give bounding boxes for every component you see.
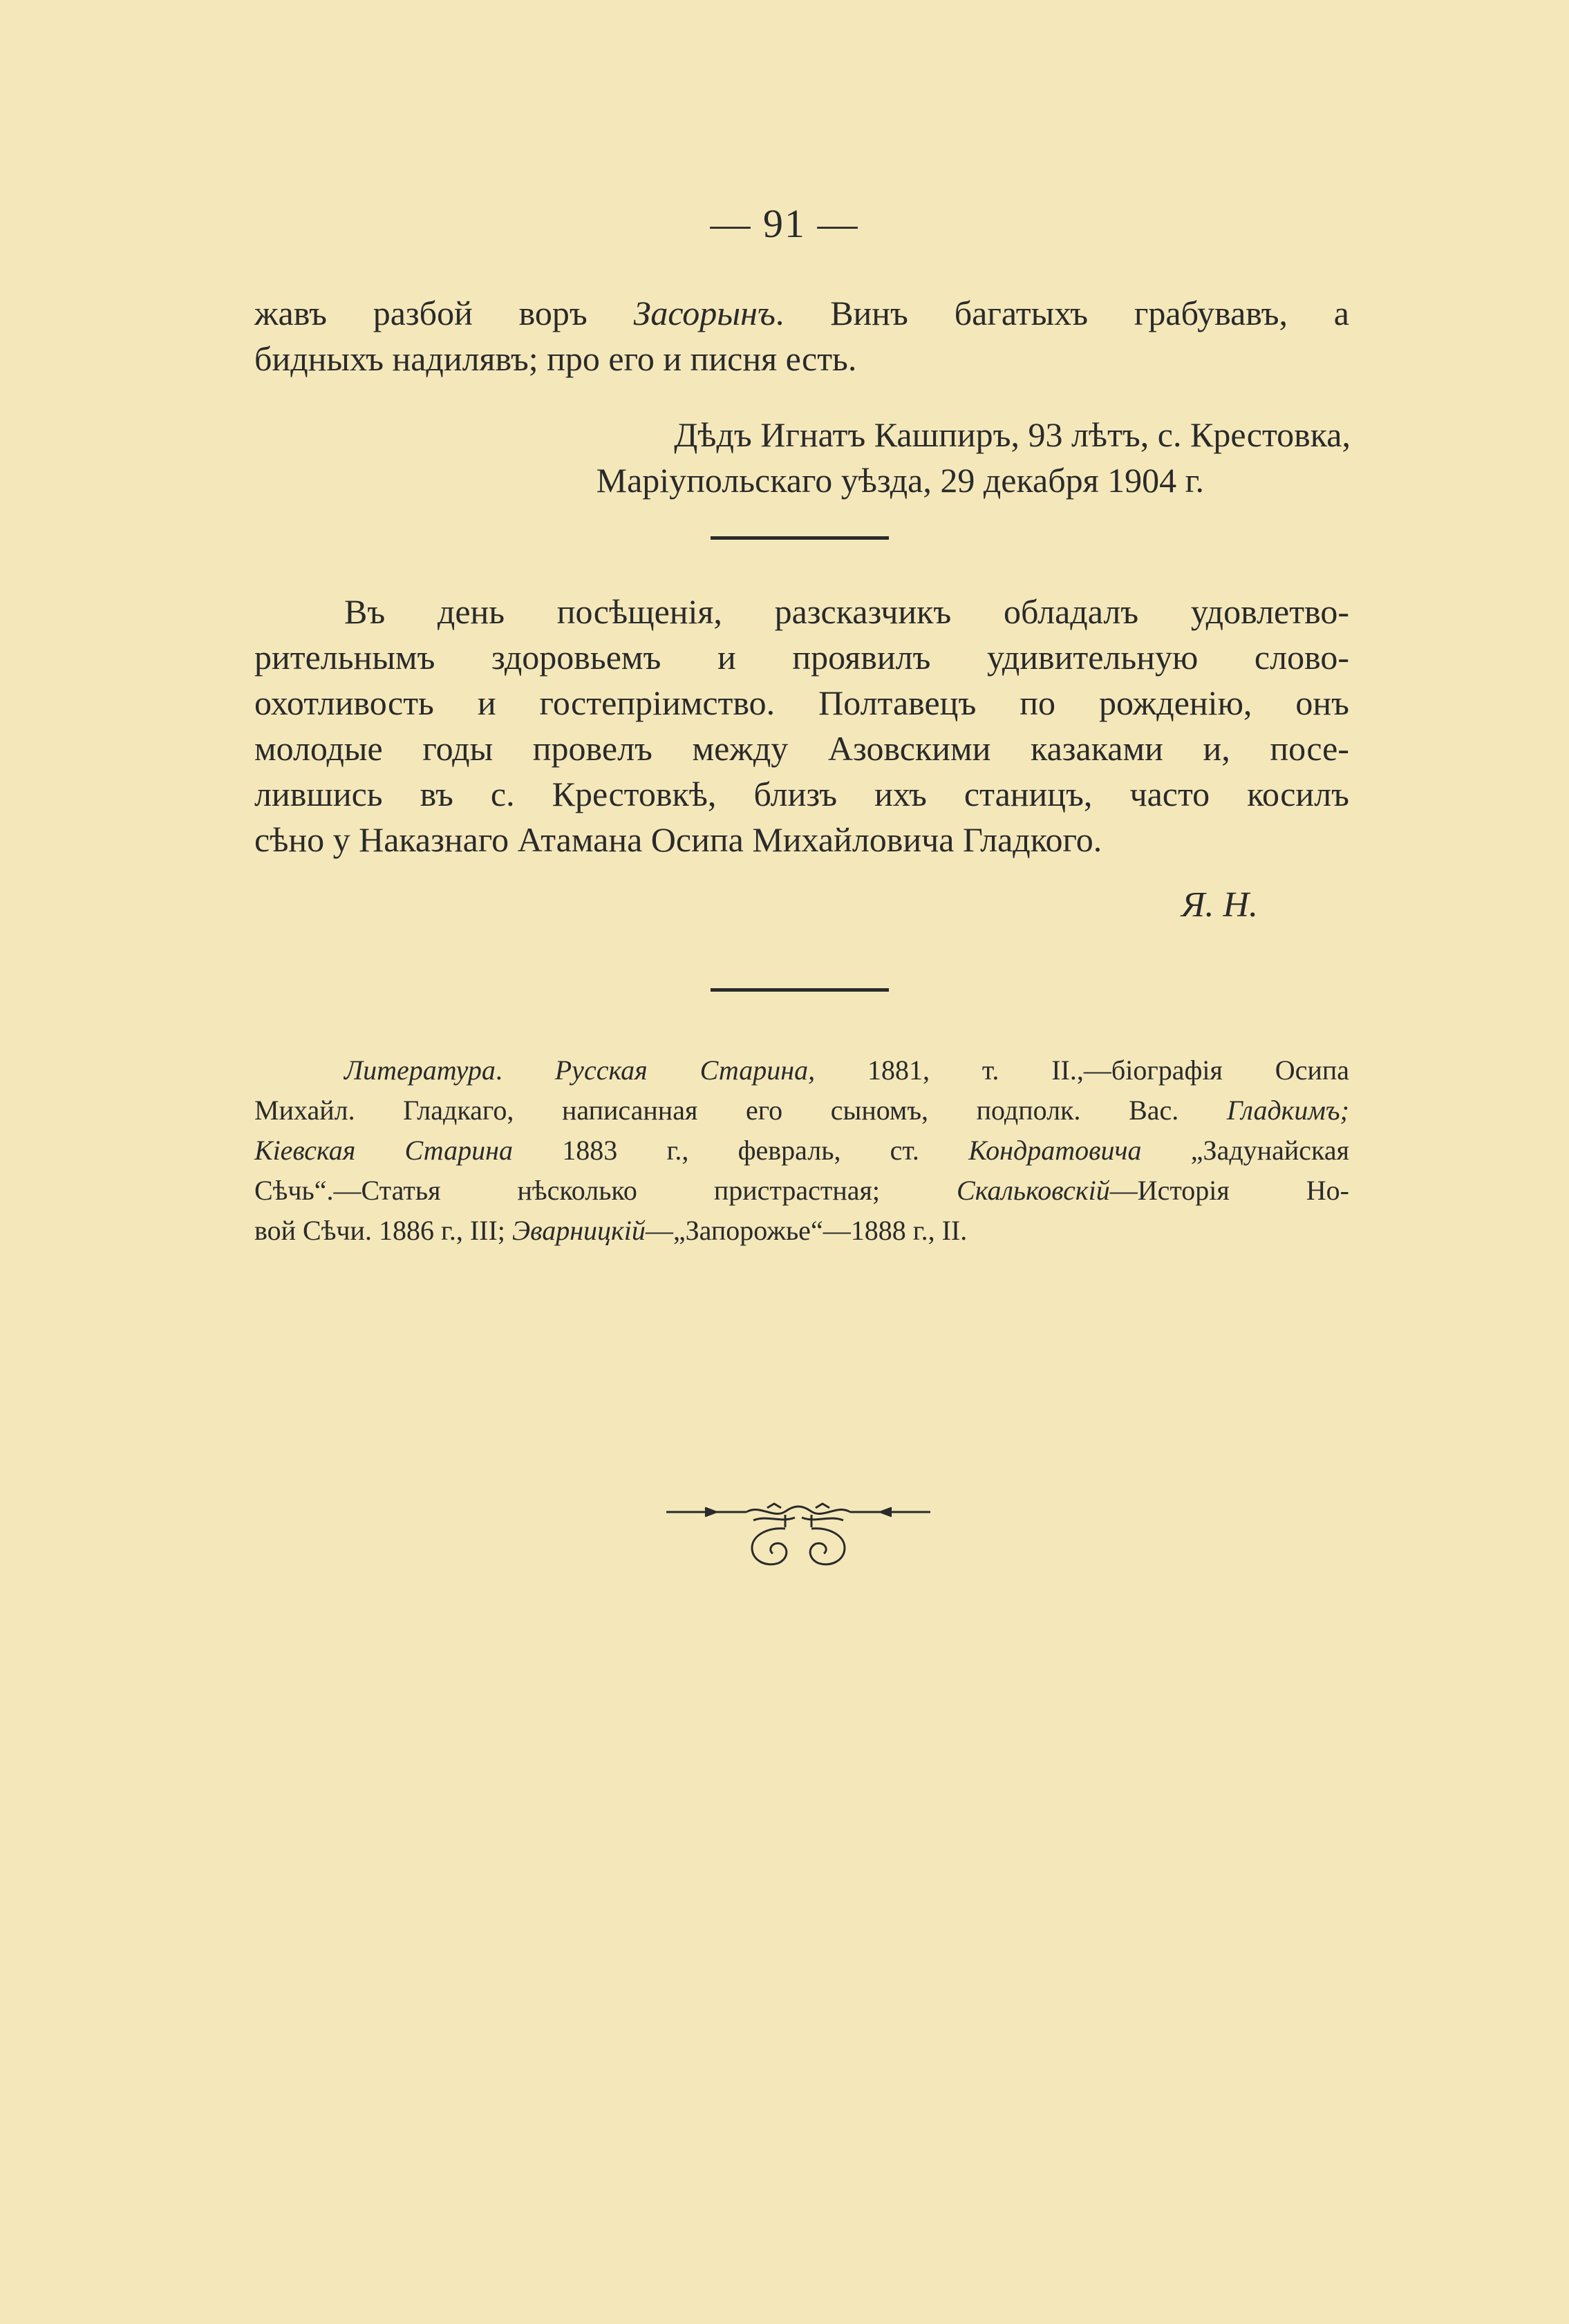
note-line: лившись въ с. Крестовкѣ, близъ ихъ станицъ, часто косилъ: [254, 775, 1349, 813]
lit-line: Михайл. Гладкаго, написанная его сыномъ, подполк. Вас. Гладкимъ;: [254, 1095, 1349, 1126]
note-line: сѣно у Наказнаго Атамана Осипа Михайловича Гладкого.: [254, 820, 1102, 859]
robber-name: Засорынъ: [633, 294, 776, 332]
lit-line: Кіевская Старина 1883 г., февраль, ст. Кондратовича „Задунайская: [254, 1135, 1349, 1166]
section-divider: [711, 536, 889, 540]
attribution-line-2: Маріупольскаго уѣзда, 29 декабря 1904 г.: [596, 461, 1204, 500]
section-divider: [711, 988, 889, 992]
note-line: молодые годы провелъ между Азовскими казаками и, посе-: [254, 729, 1349, 768]
story-ending: [254, 290, 1349, 381]
lit-line: Сѣчь“.—Статья нѣсколько пристрастная; Скальковскій—Исторія Но-: [254, 1175, 1350, 1206]
note-line: охотливость и гостепріимство. Полтавецъ по рожденію, онъ: [254, 683, 1349, 722]
lit-line: вой Сѣчи. 1886 г., III; Эварницкій—„Запорожье“—1888 г., II.: [254, 1215, 968, 1246]
narrator-attribution: [254, 412, 1351, 503]
lit-line: Литература. Русская Старина, 1881, т. II.,—біографія Осипа: [344, 1055, 1350, 1086]
note-line: Въ день посѣщенія, разсказчикъ обладалъ удовлетво-: [344, 592, 1349, 631]
story-line-2: бидныхъ надилявъ; про его и писня есть.: [254, 339, 857, 378]
story-line-1: жавъ разбой воръ Засорынъ. Винъ багатыхъ грабувавъ, а: [254, 294, 1349, 332]
author-initials: Я. Н.: [1181, 885, 1258, 925]
literature-references: [254, 1050, 1349, 1251]
tailpiece-ornament-icon: [664, 1500, 933, 1583]
collector-note: [254, 589, 1349, 862]
page-number: — 91 —: [710, 201, 859, 246]
note-line: рительнымъ здоровьемъ и проявилъ удивительную слово-: [254, 638, 1349, 677]
attribution-line-1: Дѣдъ Игнатъ Кашпиръ, 93 лѣтъ, с. Крестовка,: [674, 415, 1351, 454]
